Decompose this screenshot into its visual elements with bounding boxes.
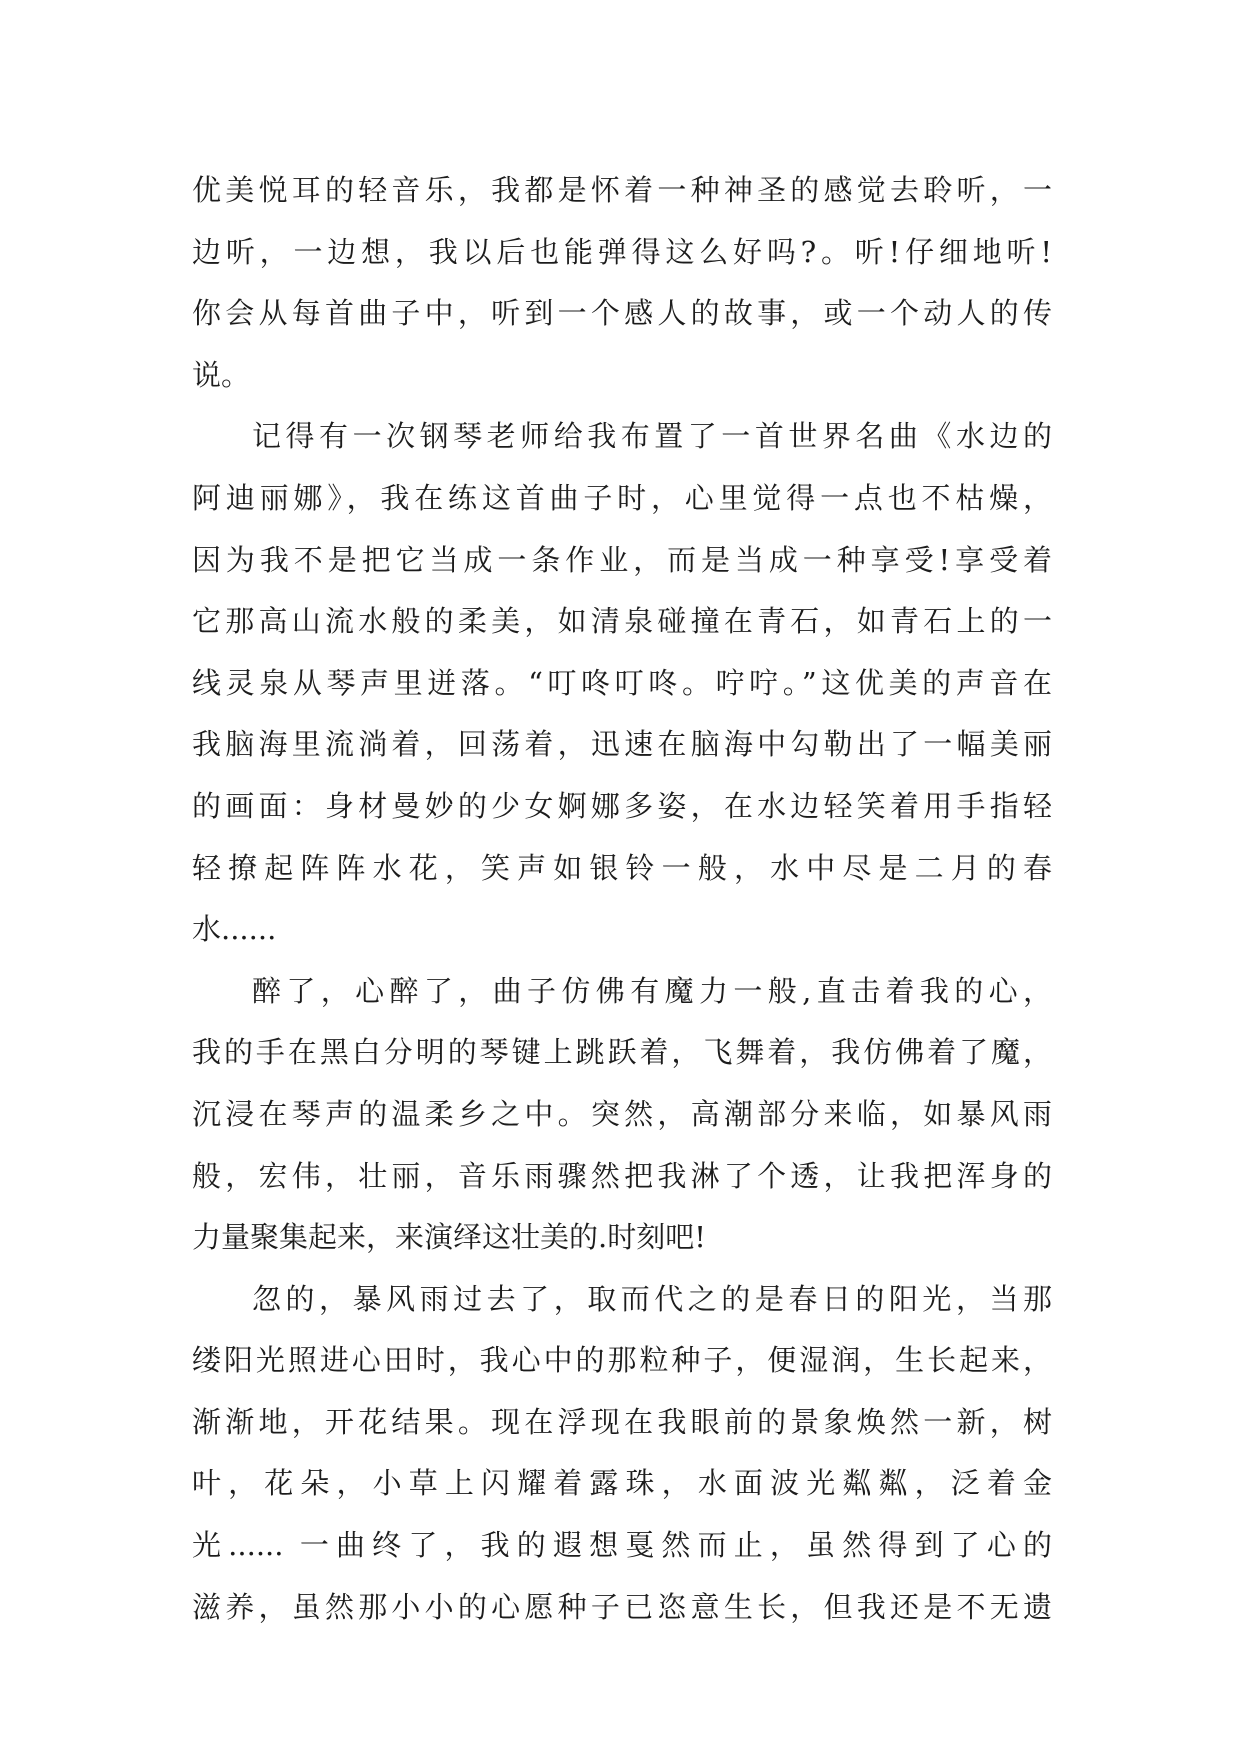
text-line: 水...... bbox=[192, 912, 277, 947]
text-line: 缕阳光照进心田时，我心中的那粒种子，便湿润，生长起来， bbox=[192, 1343, 1052, 1378]
text-line: 的画面：身材曼妙的少女婀娜多姿，在水边轻笑着用手指轻 bbox=[192, 788, 1052, 823]
text-line: 般，宏伟，壮丽，音乐雨骤然把我淋了个透，让我把浑身的 bbox=[192, 1158, 1052, 1193]
paragraph-start-line: 忽的，暴风雨过去了，取而代之的是春日的阳光，当那 bbox=[252, 1281, 1052, 1316]
essay-body bbox=[192, 160, 1052, 1638]
text-line: 它那高山流水般的柔美，如清泉碰撞在青石，如青石上的一 bbox=[192, 604, 1052, 639]
text-line: 渐渐地，开花结果。现在浮现在我眼前的景象焕然一新，树 bbox=[192, 1404, 1052, 1439]
text-line: 力量聚集起来，来演绎这壮美的.时刻吧! bbox=[192, 1220, 706, 1255]
paragraph-start-line: 醉了，心醉了，曲子仿佛有魔力一般,直击着我的心， bbox=[252, 973, 1052, 1008]
text-line: 阿迪丽娜》，我在练这首曲子时，心里觉得一点也不枯燥， bbox=[192, 480, 1052, 515]
text-line: 我的手在黑白分明的琴键上跳跃着，飞舞着，我仿佛着了魔， bbox=[192, 1035, 1052, 1070]
text-line: 沉浸在琴声的温柔乡之中。突然，高潮部分来临，如暴风雨 bbox=[192, 1096, 1052, 1131]
text-line: 我脑海里流淌着，回荡着，迅速在脑海中勾勒出了一幅美丽 bbox=[192, 727, 1052, 762]
text-line: 你会从每首曲子中，听到一个感人的故事，或一个动人的传 bbox=[192, 296, 1052, 331]
text-line: 说。 bbox=[192, 357, 251, 392]
text-line: 优美悦耳的轻音乐，我都是怀着一种神圣的感觉去聆听，一 bbox=[192, 173, 1052, 207]
paragraph-start-line: 记得有一次钢琴老师给我布置了一首世界名曲《水边的 bbox=[252, 419, 1052, 454]
text-line: 因为我不是把它当成一条作业，而是当成一种享受!享受着 bbox=[192, 542, 1052, 577]
text-line: 线灵泉从琴声里迸落。“叮咚叮咚。咛咛。”这优美的声音在 bbox=[192, 665, 1052, 700]
text-line: 光...... 一曲终了，我的遐想戛然而止，虽然得到了心的 bbox=[192, 1528, 1052, 1563]
text-line: 叶，花朵，小草上闪耀着露珠，水面波光粼粼，泛着金 bbox=[192, 1466, 1052, 1501]
text-line: 轻撩起阵阵水花，笑声如银铃一般，水中尽是二月的春 bbox=[192, 850, 1052, 885]
text-line: 滋养，虽然那小小的心愿种子已恣意生长，但我还是不无遗 bbox=[192, 1589, 1052, 1624]
text-line: 边听，一边想，我以后也能弹得这么好吗?。听!仔细地听! bbox=[192, 234, 1052, 269]
